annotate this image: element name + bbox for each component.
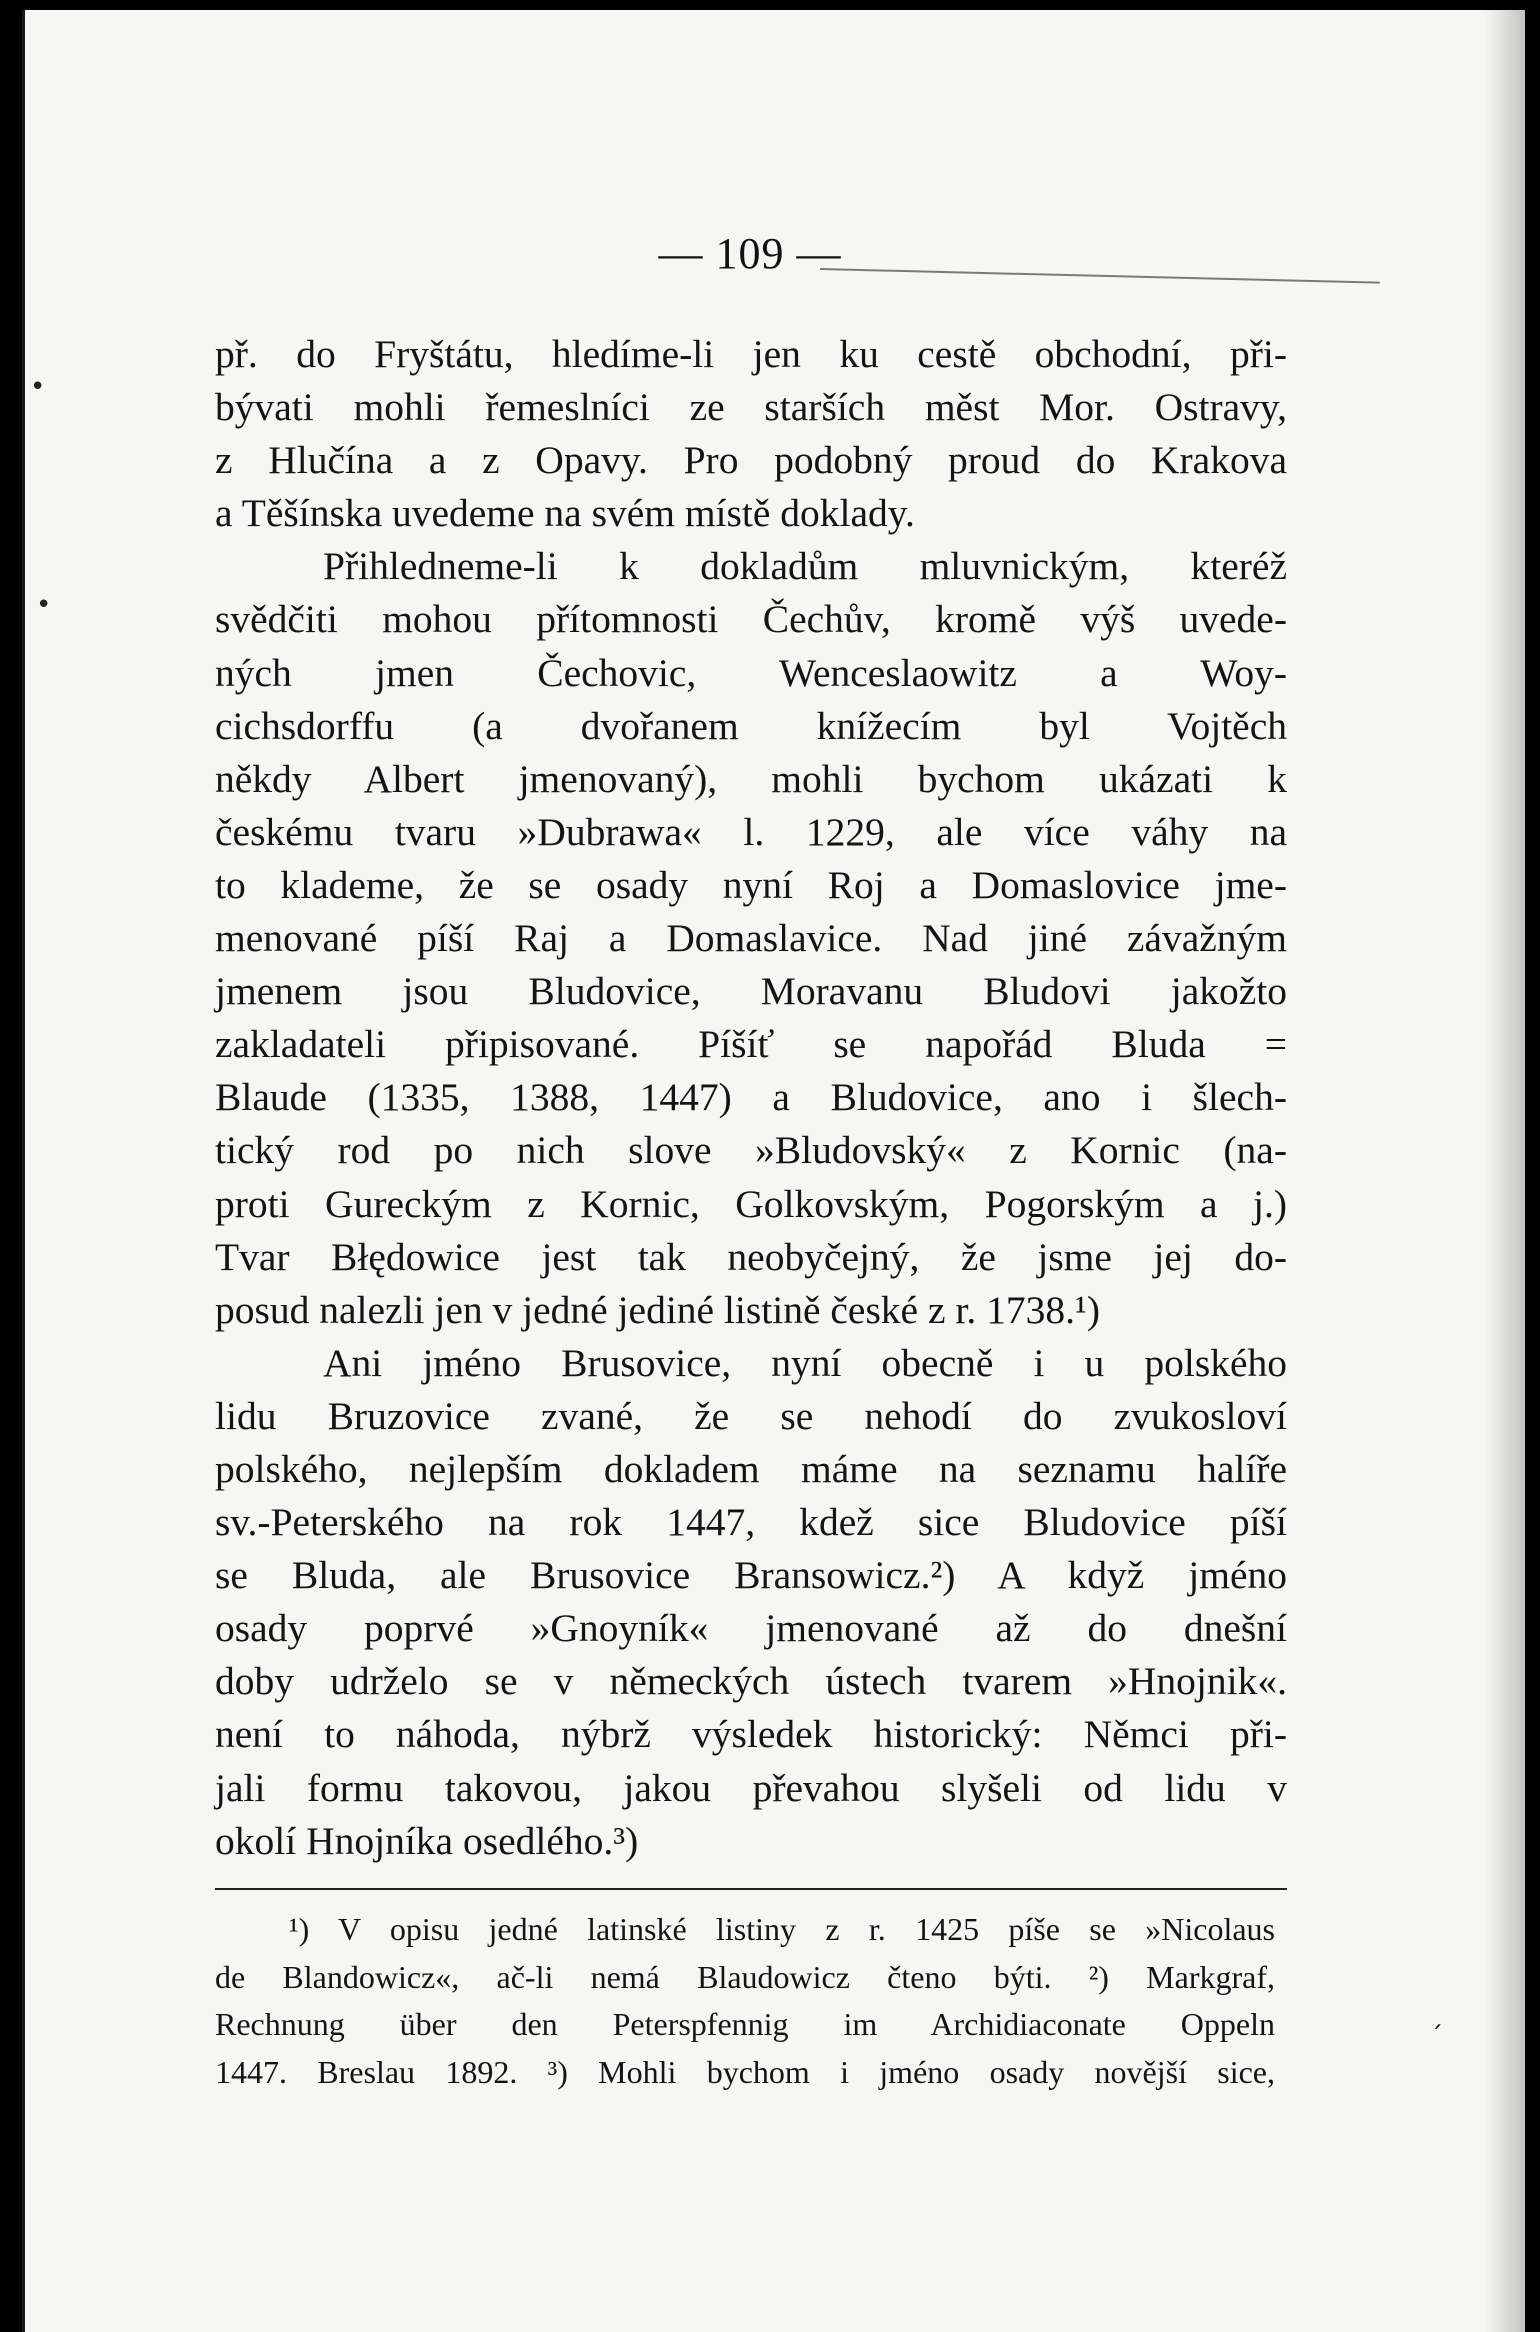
- text-line: př. do Fryštátu, hledíme-li jen ku cestě obchodní, při-: [215, 332, 1287, 376]
- text-line: tický rod po nich slove »Bludovský« z Kornic (na-: [215, 1128, 1287, 1173]
- text-line: doby udrželo se v německých ústech tvarem »Hnojnik«.: [215, 1659, 1287, 1704]
- footnote-line: 1447. Breslau 1892. ³) Mohli bychom i jméno osady novější sice,: [215, 2053, 1275, 2090]
- text-line: jali formu takovou, jakou převahou slyšeli od lidu v: [215, 1765, 1287, 1810]
- margin-speck: •: [30, 372, 46, 402]
- text-line: svědčiti mohou přítomnosti Čechův, kromě výš uvede-: [215, 597, 1287, 642]
- text-line: polského, nejlepším dokladem máme na seznamu halíře: [215, 1446, 1287, 1491]
- footnote-line: Rechnung über den Peterspfennig im Archidiaconate Oppeln: [215, 2006, 1275, 2042]
- text-line: sv.-Peterského na rok 1447, kdež sice Bludovice píší: [215, 1500, 1287, 1545]
- text-line: menované píší Raj a Domaslavice. Nad jiné závažným: [215, 916, 1287, 961]
- footnote-rule: [215, 1888, 1287, 1890]
- text-line: Přihledneme-li k dokladům mluvnickým, kteréž: [323, 544, 1287, 589]
- text-line: lidu Bruzovice zvané, že se nehodí do zvukosloví: [215, 1393, 1287, 1438]
- text-line: to klademe, že se osady nyní Roj a Domaslovice jme-: [215, 862, 1287, 907]
- text-line: osady poprvé »Gnoyník« jmenované až do dnešní: [215, 1606, 1287, 1651]
- text-line: okolí Hnojníka osedlého.³): [215, 1818, 639, 1863]
- margin-speck: •: [36, 590, 52, 620]
- text-line: českému tvaru »Dubrawa« l. 1229, ale více váhy na: [215, 809, 1287, 854]
- page-edge-shadow: [1485, 10, 1525, 2332]
- page-number: — 109 —: [658, 229, 842, 278]
- text-line: Ani jméno Brusovice, nyní obecně i u polského: [323, 1340, 1287, 1385]
- text-line: zakladateli připisované. Píšíť se napořád Bluda =: [215, 1022, 1287, 1067]
- text-line: cichsdorffu (a dvořanem knížecím byl Vojtěch: [215, 703, 1287, 748]
- text-line: proti Gureckým z Kornic, Golkovským, Pogorským a j.): [215, 1181, 1287, 1226]
- footnote-line: de Blandowicz«, ač-li nemá Blaudowicz čteno býti. ²) Markgraf,: [215, 1958, 1275, 1995]
- body-text: [215, 328, 1287, 1868]
- text-line: Blaude (1335, 1388, 1447) a Bludovice, ano i šlech-: [215, 1075, 1287, 1120]
- text-line: ných jmen Čechovic, Wenceslaowitz a Woy-: [215, 650, 1287, 695]
- text-line: a Těšínska uvedeme na svém místě doklady.: [215, 491, 915, 536]
- text-line: bývati mohli řemeslníci ze starších měst Mor. Ostravy,: [215, 385, 1287, 430]
- footnotes: [215, 1906, 1275, 2096]
- text-line: posud nalezli jen v jedné jediné listině české z r. 1738.¹): [215, 1287, 1100, 1332]
- margin-speck: ˏ: [1430, 2000, 1443, 2030]
- text-line: někdy Albert jmenovaný), mohli bychom ukázati k: [215, 756, 1287, 801]
- text-line: se Bluda, ale Brusovice Bransowicz.²) A když jméno: [215, 1553, 1287, 1598]
- text-line: Tvar Błędowice jest tak neobyčejný, že jsme jej do-: [215, 1234, 1287, 1279]
- text-line: z Hlučína a z Opavy. Pro podobný proud do Krakova: [215, 438, 1287, 483]
- footnote-line: ¹) V opisu jedné latinské listiny z r. 1425 píše se »Nicolaus: [289, 1911, 1275, 1947]
- text-line: není to náhoda, nýbrž výsledek historický: Němci při-: [215, 1712, 1287, 1757]
- text-line: jmenem jsou Bludovice, Moravanu Bludovi jakožto: [215, 969, 1287, 1014]
